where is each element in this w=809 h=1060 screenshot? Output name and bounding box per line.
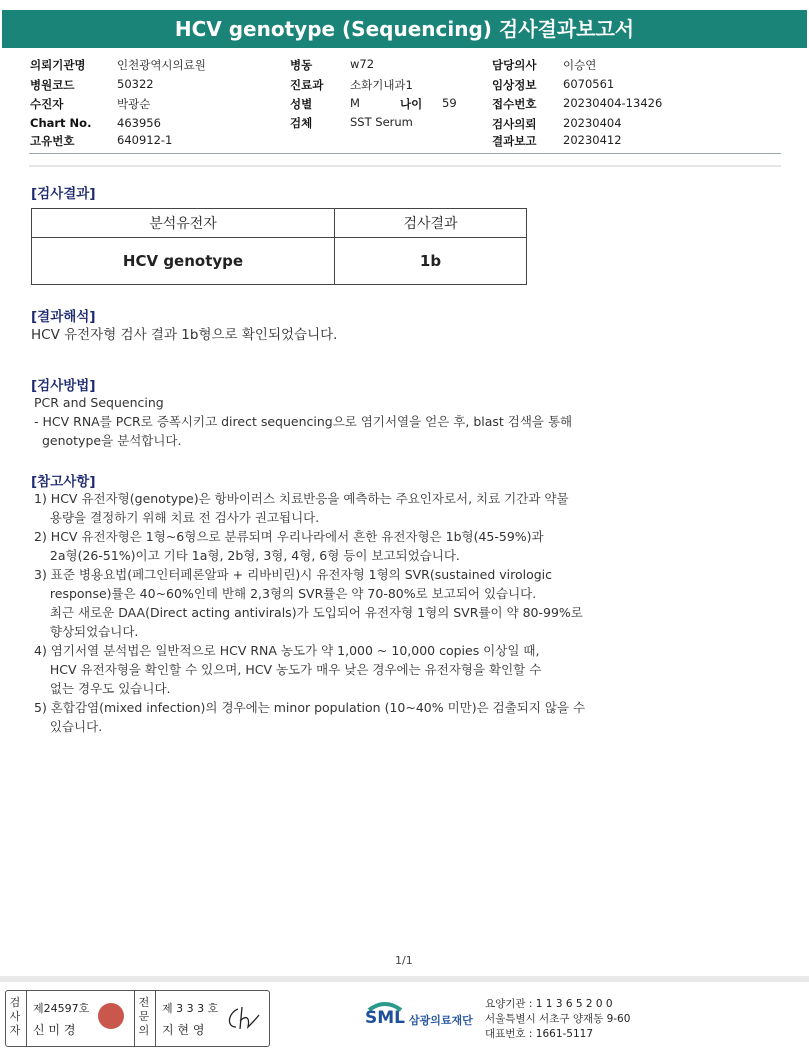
info-value: 20230412 (563, 133, 622, 147)
result-table (31, 208, 527, 285)
info-value: 463956 (117, 116, 161, 130)
gene-column-header: 분석유전자 (32, 209, 335, 238)
notes-section-title: [참고사항] (31, 474, 96, 490)
info-row: 검사의뢰 (492, 117, 537, 131)
gene-cell: HCV genotype (32, 238, 335, 285)
result-cell: 1b (335, 238, 527, 285)
info-row: Chart No. (30, 116, 92, 130)
signature-box (5, 990, 270, 1047)
info-value: 이승연 (563, 58, 597, 72)
method-section-title: [검사방법] (31, 378, 96, 394)
interpretation-text: HCV 유전자형 검사 결과 1b형으로 확인되었습니다. (31, 327, 338, 343)
note-line: 향상되었습니다. (34, 624, 139, 639)
note-line: 용량을 결정하기 위해 치료 전 검사가 권고됩니다. (34, 510, 320, 525)
doctor-name: 지 현 영 (162, 1023, 205, 1037)
info-value: M (350, 96, 360, 110)
divider (155, 991, 156, 1046)
info-value: 640912-1 (117, 133, 173, 147)
doctor-signature-icon (224, 1003, 262, 1033)
note-line: 있습니다. (34, 719, 103, 734)
org-info-line: 요양기관 : 1 1 3 6 5 2 0 0 (485, 998, 613, 1010)
info-value: 6070561 (563, 77, 615, 91)
divider (29, 165, 781, 167)
logo-text: SML (365, 1008, 405, 1028)
doctor-license-no: 제 3 3 3 호 (162, 1002, 219, 1015)
org-info (485, 997, 630, 1042)
method-line: - HCV RNA를 PCR로 증폭시키고 direct sequencing으로 염기서열을 얻은 후, blast 검색을 통해 (34, 414, 573, 429)
info-value: 인천광역시의료원 (117, 58, 206, 72)
sml-logo (365, 998, 473, 1038)
note-line: 1) HCV 유전자형(genotype)은 항바이러스 치료반응을 예측하는 주요인자로서, 치료 기간과 약물 (34, 491, 569, 506)
info-row: 성별 (290, 97, 313, 111)
divider (29, 153, 781, 154)
note-line: 2) HCV 유전자형은 1형~6형으로 분류되며 우리나라에서 흔한 유전자형은 1b형(45-59%)과 (34, 529, 544, 544)
org-info-line: 대표번호 : 1661-5117 (485, 1028, 594, 1040)
info-row: 수진자 (30, 97, 64, 111)
result-column-header: 검사결과 (335, 209, 527, 238)
info-row: 결과보고 (492, 134, 537, 148)
divider (26, 991, 27, 1046)
note-line: 최근 새로운 DAA(Direct acting antivirals)가 도입되어 유전자형 1형의 SVR률이 약 80-99%로 (34, 605, 583, 620)
method-line: PCR and Sequencing (34, 395, 164, 410)
note-line: 3) 표준 병용요법(페그인터페론알파 + 리바비린)시 유전자형 1형의 SVR(sustained virologic (34, 567, 553, 582)
info-value: 소화기내과1 (350, 78, 413, 92)
tester-name: 신 미 경 (33, 1023, 76, 1037)
org-info-line: 서울특별시 서초구 양재동 9-60 (485, 1013, 631, 1025)
notes-list (34, 489, 585, 736)
info-row: 진료과 (290, 78, 324, 92)
info-value: 20230404 (563, 116, 622, 130)
page-number: 1/1 (395, 954, 413, 967)
tester-seal-icon (98, 1003, 124, 1029)
info-value: 20230404-13426 (563, 96, 663, 110)
interpretation-section-title: [결과해석] (31, 309, 96, 325)
info-row: 병원코드 (30, 78, 75, 92)
tester-vertical-label: 검 사 자 (9, 996, 21, 1037)
org-name: 삼광의료재단 (409, 1014, 473, 1027)
title-bar (0, 0, 809, 56)
divider (134, 991, 135, 1046)
info-row: 임상정보 (492, 78, 537, 92)
note-line: HCV 유전자형을 확인할 수 있으며, HCV 농도가 매우 낮은 경우에는 유전자형을 확인할 수 (34, 662, 542, 677)
result-section-title: [검사결과] (31, 186, 96, 202)
doctor-vertical-label: 전 문 의 (138, 996, 150, 1037)
info-value: w72 (350, 57, 375, 71)
info-value: SST Serum (350, 115, 413, 129)
note-line: 4) 염기서열 분석법은 일반적으로 HCV RNA 농도가 약 1,000 ~ 10,000 copies 이상일 때, (34, 643, 540, 658)
info-row: 고유번호 (30, 134, 75, 148)
note-line: 없는 경우도 있습니다. (34, 681, 171, 696)
tester-license-no: 제24597호 (33, 1002, 90, 1015)
note-line: 5) 혼합감염(mixed infection)의 경우에는 minor population (10~40% 미만)은 검출되지 않을 수 (34, 700, 586, 715)
info-row: 접수번호 (492, 97, 537, 111)
age-value: 59 (442, 96, 457, 110)
report-title: HCV genotype (Sequencing) 검사결과보고서 (2, 10, 807, 48)
note-line: response)률은 40~60%인데 반해 2,3형의 SVR률은 약 70-80%로 보고되어 있습니다. (34, 586, 537, 601)
info-row: 검체 (290, 116, 313, 130)
note-line: 2a형(26-51%)이고 기타 1a형, 2b형, 3형, 4형, 6형 등이 보고되었습니다. (34, 548, 460, 563)
method-text (34, 393, 572, 450)
info-value: 박광순 (117, 97, 151, 111)
age-label: 나이 (400, 97, 423, 111)
info-row: 담당의사 (492, 58, 537, 72)
info-value: 50322 (117, 77, 154, 91)
method-line: genotype을 분석합니다. (34, 433, 182, 448)
info-row: 의뢰기관명 (30, 58, 86, 72)
info-row: 병동 (290, 58, 313, 72)
